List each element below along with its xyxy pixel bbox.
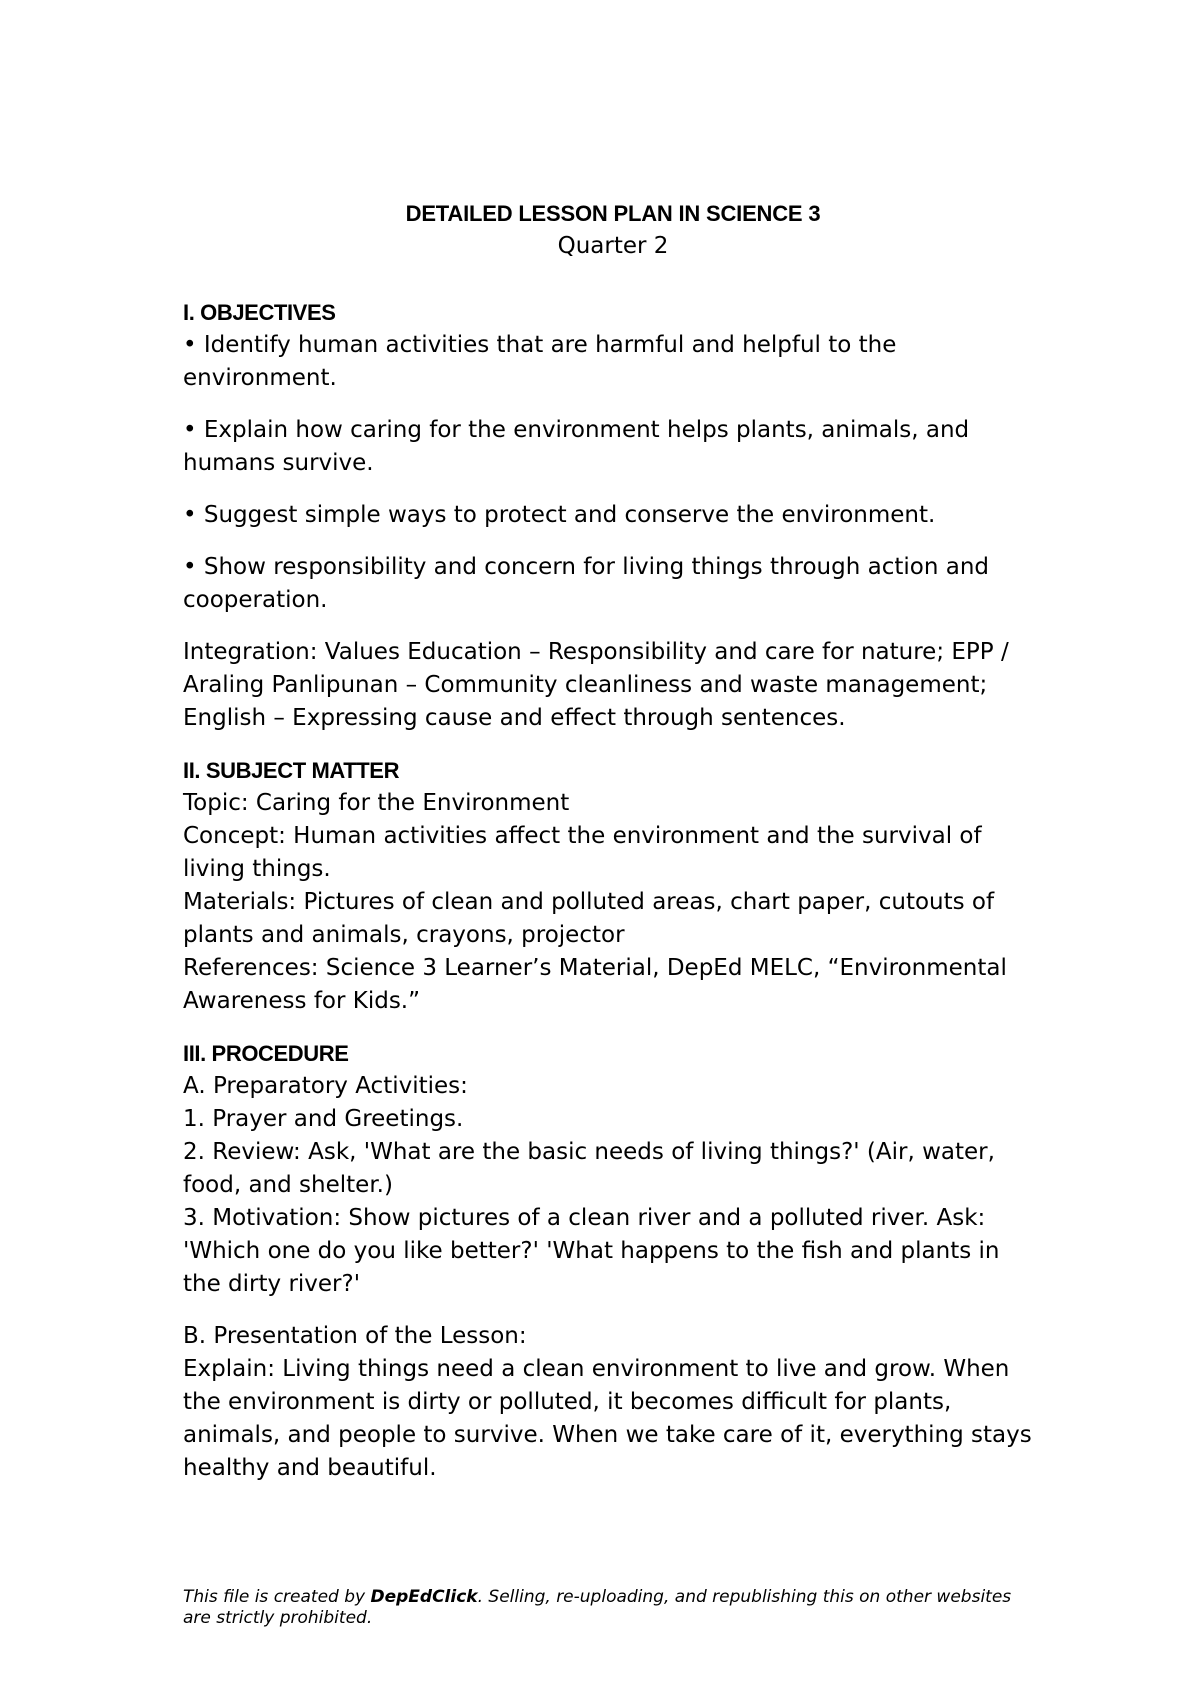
objective-item: • Show responsibility and concern for living things through action and cooperation. [183, 554, 989, 613]
objective-item: • Suggest simple ways to protect and conserve the environment. [183, 502, 936, 528]
materials-line: Materials: Pictures of clean and polluted areas, chart paper, cutouts of plants and animals, crayons, projector [183, 889, 995, 948]
subject-matter-heading: II. SUBJECT MATTER [183, 758, 400, 783]
document-content [183, 197, 1043, 1485]
preparatory-title: A. Preparatory Activities: [183, 1073, 468, 1099]
objective-item: • Explain how caring for the environment helps plants, animals, and humans survive. [183, 417, 970, 476]
preparatory-item: 3. Motivation: Show pictures of a clean river and a polluted river. Ask: 'Which one do you like better?' 'What happens to the fish and plants in the dirty river?' [183, 1205, 1000, 1297]
footer-suffix: . Selling, re-uploading, and republishing this on other websites are strictly prohibited. [183, 1587, 1012, 1628]
footer-brand: DepEdClick [370, 1587, 478, 1607]
section-spacer [183, 1301, 1043, 1320]
preparatory-item: 2. Review: Ask, 'What are the basic needs of living things?' (Air, water, food, and shelter.) [183, 1139, 995, 1198]
document-subtitle: Quarter 2 [557, 233, 669, 259]
footer-notice [183, 1587, 1043, 1629]
topic-line: Topic: Caring for the Environment [183, 790, 570, 816]
references-line: References: Science 3 Learner’s Material, DepEd MELC, “Environmental Awareness for Kids.” [183, 955, 1007, 1014]
procedure-heading: III. PROCEDURE [183, 1041, 349, 1066]
integration-text: Integration: Values Education – Responsibility and care for nature; EPP / Araling Panlipunan – Community cleanliness and waste management; English – Expressing cause and effect through sentences. [183, 639, 1009, 731]
objectives-heading: I. OBJECTIVES [183, 300, 336, 325]
section-spacer [183, 1018, 1043, 1037]
objective-item: • Identify human activities that are harmful and helpful to the environment. [183, 332, 897, 391]
footer-prefix: This file is created by [183, 1587, 371, 1607]
document-title: DETAILED LESSON PLAN IN SCIENCE 3 [405, 201, 821, 226]
concept-line: Concept: Human activities affect the environment and the survival of living things. [183, 823, 982, 882]
presentation-text: Explain: Living things need a clean environment to live and grow. When the environment is dirty or polluted, it becomes difficult for plants, animals, and people to survive. When we take care of it, everything stays healthy and beautiful. [183, 1356, 1032, 1481]
presentation-title: B. Presentation of the Lesson: [183, 1323, 527, 1349]
preparatory-item: 1. Prayer and Greetings. [183, 1106, 464, 1132]
